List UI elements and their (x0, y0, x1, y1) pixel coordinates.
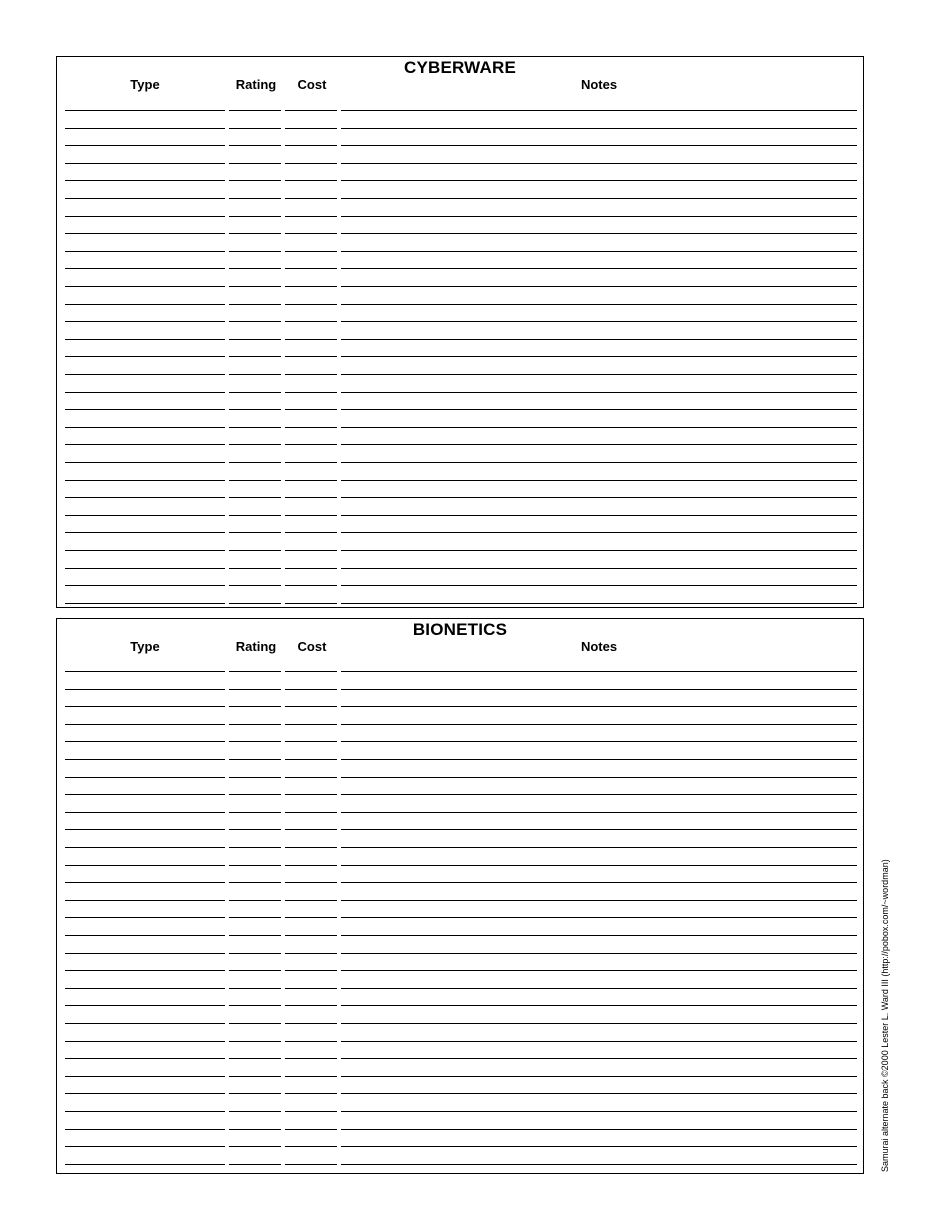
bionetics-cost-line (285, 1076, 337, 1077)
bionetics-rating-line (229, 1111, 281, 1112)
bionetics-rating-line (229, 970, 281, 971)
bionetics-cost-line (285, 1164, 337, 1165)
bionetics-rating-line (229, 935, 281, 936)
cyberware-type-line (65, 251, 225, 252)
bionetics-cost-line (285, 1041, 337, 1042)
bionetics-notes-line (341, 900, 857, 901)
cyberware-type-line (65, 339, 225, 340)
bionetics-notes-line (341, 1111, 857, 1112)
bionetics-rating-line (229, 847, 281, 848)
bionetics-notes-line (341, 812, 857, 813)
cyberware-notes-line (341, 110, 857, 111)
bionetics-notes-line (341, 1164, 857, 1165)
bionetics-notes-line (341, 1093, 857, 1094)
bionetics-notes-line (341, 970, 857, 971)
bionetics-cost-line (285, 1129, 337, 1130)
bionetics-cost-line (285, 1146, 337, 1147)
bionetics-notes-line (341, 935, 857, 936)
bionetics-cost-line (285, 671, 337, 672)
cyberware-type-line (65, 198, 225, 199)
cyberware-notes-line (341, 603, 857, 604)
bionetics-notes-line (341, 953, 857, 954)
cyberware-notes-line (341, 374, 857, 375)
cyberware-notes-line (341, 462, 857, 463)
cyberware-notes-line (341, 128, 857, 129)
bionetics-cost-line (285, 917, 337, 918)
cyberware-notes-line (341, 304, 857, 305)
cyberware-type-line (65, 374, 225, 375)
cyberware-rating-line (229, 356, 281, 357)
bionetics-type-line (65, 741, 225, 742)
bionetics-rating-line (229, 917, 281, 918)
bionetics-type-line (65, 900, 225, 901)
bionetics-notes-line (341, 1005, 857, 1006)
cyberware-cost-line (285, 392, 337, 393)
bionetics-type-line (65, 689, 225, 690)
cyberware-cost-line (285, 444, 337, 445)
bionetics-rating-line (229, 759, 281, 760)
cyberware-type-line (65, 462, 225, 463)
bionetics-cost-line (285, 970, 337, 971)
cyberware-rating-line (229, 268, 281, 269)
bionetics-type-line (65, 953, 225, 954)
bionetics-type-line (65, 917, 225, 918)
cyberware-rating-line (229, 145, 281, 146)
cyberware-notes-line (341, 568, 857, 569)
bionetics-notes-line (341, 724, 857, 725)
cyberware-cost-line (285, 480, 337, 481)
cyberware-cost-line (285, 145, 337, 146)
cyberware-type-line (65, 163, 225, 164)
cyberware-notes-line (341, 198, 857, 199)
bionetics-type-line (65, 1129, 225, 1130)
bionetics-type-line (65, 759, 225, 760)
cyberware-notes-line (341, 515, 857, 516)
cyberware-type-line (65, 427, 225, 428)
cyberware-cost-line (285, 163, 337, 164)
cyberware-type-line (65, 356, 225, 357)
cyberware-type-line (65, 180, 225, 181)
cyberware-notes-line (341, 268, 857, 269)
cyberware-notes-line (341, 321, 857, 322)
bionetics-type-line (65, 1058, 225, 1059)
bionetics-type-line (65, 1041, 225, 1042)
cyberware-type-line (65, 268, 225, 269)
cyberware-type-line (65, 532, 225, 533)
bionetics-notes-line (341, 671, 857, 672)
bionetics-type-header: Type (130, 639, 160, 654)
bionetics-cost-line (285, 1005, 337, 1006)
cyberware-cost-line (285, 356, 337, 357)
cyberware-rating-line (229, 216, 281, 217)
bionetics-cost-line (285, 1111, 337, 1112)
bionetics-cost-line (285, 1058, 337, 1059)
bionetics-cost-line (285, 988, 337, 989)
cyberware-type-line (65, 444, 225, 445)
bionetics-type-line (65, 882, 225, 883)
bionetics-notes-line (341, 1129, 857, 1130)
cyberware-type-line (65, 321, 225, 322)
bionetics-notes-line (341, 829, 857, 830)
bionetics-type-line (65, 671, 225, 672)
cyberware-type-line (65, 568, 225, 569)
cyberware-rating-line (229, 198, 281, 199)
cyberware-type-line (65, 110, 225, 111)
cyberware-notes-line (341, 480, 857, 481)
cyberware-type-line (65, 497, 225, 498)
cyberware-cost-line (285, 110, 337, 111)
cyberware-cost-line (285, 180, 337, 181)
bionetics-cost-line (285, 847, 337, 848)
cyberware-cost-line (285, 550, 337, 551)
bionetics-notes-line (341, 865, 857, 866)
cyberware-notes-line (341, 444, 857, 445)
bionetics-cost-line (285, 829, 337, 830)
bionetics-rating-line (229, 829, 281, 830)
cyberware-notes-line (341, 233, 857, 234)
bionetics-type-line (65, 812, 225, 813)
cyberware-notes-line (341, 145, 857, 146)
cyberware-type-line (65, 585, 225, 586)
bionetics-type-line (65, 970, 225, 971)
cyberware-rating-line (229, 585, 281, 586)
bionetics-type-line (65, 1093, 225, 1094)
cyberware-type-line (65, 409, 225, 410)
bionetics-notes-line (341, 1041, 857, 1042)
cyberware-cost-line (285, 304, 337, 305)
cyberware-rows (57, 57, 863, 607)
bionetics-cost-line (285, 812, 337, 813)
bionetics-type-line (65, 1023, 225, 1024)
cyberware-rating-line (229, 550, 281, 551)
bionetics-notes-line (341, 917, 857, 918)
bionetics-rating-line (229, 777, 281, 778)
bionetics-notes-line (341, 777, 857, 778)
bionetics-title: BIONETICS (412, 620, 508, 639)
bionetics-notes-line (341, 882, 857, 883)
cyberware-rating-line (229, 128, 281, 129)
cyberware-panel (56, 56, 864, 608)
cyberware-rating-line (229, 603, 281, 604)
bionetics-type-line (65, 1111, 225, 1112)
bionetics-type-line (65, 794, 225, 795)
bionetics-notes-line (341, 759, 857, 760)
cyberware-type-line (65, 145, 225, 146)
cyberware-type-line (65, 515, 225, 516)
cyberware-notes-line (341, 427, 857, 428)
bionetics-rating-line (229, 900, 281, 901)
cyberware-cost-line (285, 374, 337, 375)
bionetics-cost-header: Cost (297, 639, 327, 654)
bionetics-type-line (65, 1005, 225, 1006)
cyberware-type-line (65, 603, 225, 604)
bionetics-type-line (65, 1146, 225, 1147)
bionetics-rating-line (229, 1129, 281, 1130)
bionetics-rating-line (229, 1005, 281, 1006)
bionetics-type-line (65, 724, 225, 725)
bionetics-rating-line (229, 1041, 281, 1042)
cyberware-type-line (65, 392, 225, 393)
cyberware-rating-line (229, 304, 281, 305)
cyberware-rating-line (229, 374, 281, 375)
bionetics-rating-line (229, 865, 281, 866)
bionetics-type-line (65, 706, 225, 707)
bionetics-notes-line (341, 1076, 857, 1077)
cyberware-type-header: Type (130, 77, 160, 92)
cyberware-notes-line (341, 163, 857, 164)
cyberware-notes-line (341, 286, 857, 287)
cyberware-notes-line (341, 180, 857, 181)
cyberware-type-line (65, 480, 225, 481)
cyberware-rating-line (229, 444, 281, 445)
bionetics-rating-line (229, 1023, 281, 1024)
bionetics-notes-line (341, 988, 857, 989)
bionetics-rating-line (229, 812, 281, 813)
bionetics-cost-line (285, 741, 337, 742)
cyberware-notes-line (341, 339, 857, 340)
bionetics-cost-line (285, 1023, 337, 1024)
cyberware-rating-line (229, 163, 281, 164)
cyberware-notes-line (341, 356, 857, 357)
bionetics-notes-line (341, 1146, 857, 1147)
bionetics-rating-line (229, 689, 281, 690)
bionetics-cost-line (285, 689, 337, 690)
bionetics-cost-line (285, 935, 337, 936)
bionetics-rating-line (229, 1164, 281, 1165)
bionetics-rating-line (229, 988, 281, 989)
cyberware-type-line (65, 233, 225, 234)
cyberware-cost-header: Cost (297, 77, 327, 92)
cyberware-rating-line (229, 339, 281, 340)
cyberware-rating-line (229, 110, 281, 111)
bionetics-cost-line (285, 900, 337, 901)
cyberware-rating-header: Rating (235, 77, 277, 92)
cyberware-type-line (65, 286, 225, 287)
bionetics-rating-header: Rating (235, 639, 277, 654)
copyright-credit: Samurai alternate back ©2000 Lester L. Ward III (http://pobox.com/~wordman) (880, 859, 890, 1172)
cyberware-notes-line (341, 216, 857, 217)
bionetics-type-line (65, 777, 225, 778)
bionetics-type-line (65, 1164, 225, 1165)
cyberware-rating-line (229, 497, 281, 498)
bionetics-rating-line (229, 1093, 281, 1094)
bionetics-cost-line (285, 777, 337, 778)
cyberware-rating-line (229, 480, 281, 481)
cyberware-rating-line (229, 286, 281, 287)
cyberware-rating-line (229, 462, 281, 463)
cyberware-title: CYBERWARE (403, 58, 516, 77)
cyberware-rating-line (229, 233, 281, 234)
cyberware-notes-line (341, 497, 857, 498)
cyberware-cost-line (285, 603, 337, 604)
cyberware-cost-line (285, 251, 337, 252)
bionetics-rows (57, 619, 863, 1173)
bionetics-cost-line (285, 865, 337, 866)
bionetics-notes-line (341, 689, 857, 690)
cyberware-cost-line (285, 286, 337, 287)
cyberware-notes-header: Notes (580, 77, 618, 92)
cyberware-rating-line (229, 392, 281, 393)
cyberware-cost-line (285, 568, 337, 569)
cyberware-type-line (65, 128, 225, 129)
bionetics-rating-line (229, 1058, 281, 1059)
cyberware-notes-line (341, 251, 857, 252)
cyberware-rating-line (229, 568, 281, 569)
bionetics-rating-line (229, 1076, 281, 1077)
bionetics-cost-line (285, 882, 337, 883)
bionetics-rating-line (229, 724, 281, 725)
bionetics-cost-line (285, 724, 337, 725)
cyberware-notes-line (341, 585, 857, 586)
cyberware-cost-line (285, 198, 337, 199)
bionetics-type-line (65, 935, 225, 936)
bionetics-rating-line (229, 882, 281, 883)
cyberware-notes-line (341, 409, 857, 410)
bionetics-cost-line (285, 953, 337, 954)
bionetics-type-line (65, 847, 225, 848)
bionetics-type-line (65, 865, 225, 866)
bionetics-type-line (65, 829, 225, 830)
bionetics-notes-header: Notes (580, 639, 618, 654)
cyberware-cost-line (285, 216, 337, 217)
cyberware-cost-line (285, 268, 337, 269)
cyberware-cost-line (285, 585, 337, 586)
cyberware-rating-line (229, 180, 281, 181)
cyberware-cost-line (285, 339, 337, 340)
cyberware-cost-line (285, 532, 337, 533)
cyberware-type-line (65, 304, 225, 305)
cyberware-cost-line (285, 128, 337, 129)
cyberware-notes-line (341, 532, 857, 533)
cyberware-cost-line (285, 497, 337, 498)
cyberware-cost-line (285, 321, 337, 322)
cyberware-cost-line (285, 515, 337, 516)
bionetics-notes-line (341, 706, 857, 707)
bionetics-type-line (65, 988, 225, 989)
cyberware-rating-line (229, 532, 281, 533)
bionetics-rating-line (229, 671, 281, 672)
bionetics-rating-line (229, 706, 281, 707)
cyberware-notes-line (341, 550, 857, 551)
cyberware-type-line (65, 216, 225, 217)
bionetics-cost-line (285, 794, 337, 795)
cyberware-cost-line (285, 409, 337, 410)
bionetics-rating-line (229, 953, 281, 954)
bionetics-cost-line (285, 1093, 337, 1094)
cyberware-notes-line (341, 392, 857, 393)
cyberware-rating-line (229, 409, 281, 410)
bionetics-cost-line (285, 706, 337, 707)
cyberware-rating-line (229, 251, 281, 252)
cyberware-rating-line (229, 515, 281, 516)
bionetics-panel (56, 618, 864, 1174)
bionetics-rating-line (229, 741, 281, 742)
cyberware-cost-line (285, 233, 337, 234)
cyberware-cost-line (285, 462, 337, 463)
bionetics-notes-line (341, 794, 857, 795)
cyberware-rating-line (229, 321, 281, 322)
bionetics-rating-line (229, 794, 281, 795)
cyberware-type-line (65, 550, 225, 551)
bionetics-type-line (65, 1076, 225, 1077)
bionetics-notes-line (341, 741, 857, 742)
bionetics-cost-line (285, 759, 337, 760)
bionetics-notes-line (341, 847, 857, 848)
bionetics-notes-line (341, 1023, 857, 1024)
cyberware-rating-line (229, 427, 281, 428)
bionetics-rating-line (229, 1146, 281, 1147)
cyberware-cost-line (285, 427, 337, 428)
bionetics-notes-line (341, 1058, 857, 1059)
